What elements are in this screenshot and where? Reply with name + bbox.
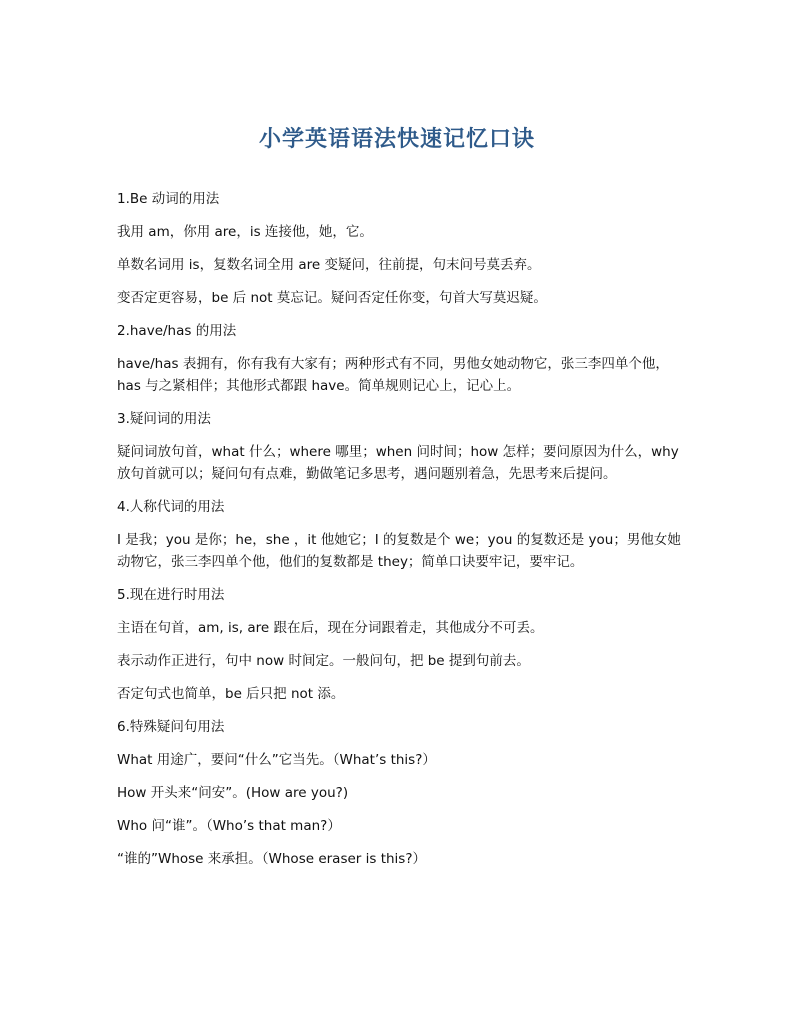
section-heading: 6.特殊疑问句用法 [117, 719, 225, 735]
paragraph: have/has 表拥有，你有我有大家有；两种形式有不同，男他女她动物它，张三李四单个他，has 与之紧相伴；其他形式都跟 have。简单规则记心上，记心上。 [117, 356, 669, 394]
paragraph: 表示动作正进行，句中 now 时间定。一般问句，把 be 提到句前去。 [117, 653, 530, 669]
paragraph: How 开头来“问安”。(How are you?) [117, 785, 349, 801]
paragraph: 单数名词用 is，复数名词全用 are 变疑问，往前提，句末问号莫丢弃。 [117, 257, 541, 273]
paragraph: 否定句式也简单，be 后只把 not 添。 [117, 686, 345, 702]
section-heading: 4.人称代词的用法 [117, 499, 225, 515]
section-heading: 5.现在进行时用法 [117, 587, 225, 603]
section-heading: 1.Be 动词的用法 [117, 191, 220, 207]
paragraph: “谁的”Whose 来承担。（Whose eraser is this?） [117, 851, 427, 867]
paragraph: 主语在句首，am, is, are 跟在后，现在分词跟着走，其他成分不可丢。 [117, 620, 544, 636]
section-heading: 2.have/has 的用法 [117, 323, 237, 339]
document-body [117, 188, 682, 881]
section-heading: 3.疑问词的用法 [117, 411, 211, 427]
paragraph: 疑问词放句首，what 什么；where 哪里；when 问时间；how 怎样；要问原因为什么，why 放句首就可以；疑问句有点难，勤做笔记多思考，遇问题别着急，先思考来后提问。 [117, 444, 679, 482]
paragraph: Who 问“谁”。（Who’s that man?） [117, 818, 341, 834]
paragraph: I 是我；you 是你；he，she ，it 他她它；I 的复数是个 we；you 的复数还是 you；男他女她动物它，张三李四单个他，他们的复数都是 they；简单口诀要牢记，要牢记。 [117, 532, 681, 570]
paragraph: What 用途广，要问“什么”它当先。（What’s this?） [117, 752, 436, 768]
paragraph: 我用 am，你用 are，is 连接他，她，它。 [117, 224, 373, 240]
paragraph: 变否定更容易，be 后 not 莫忘记。疑问否定任你变，句首大写莫迟疑。 [117, 290, 547, 306]
page-title: 小学英语语法快速记忆口诀 [258, 126, 535, 152]
